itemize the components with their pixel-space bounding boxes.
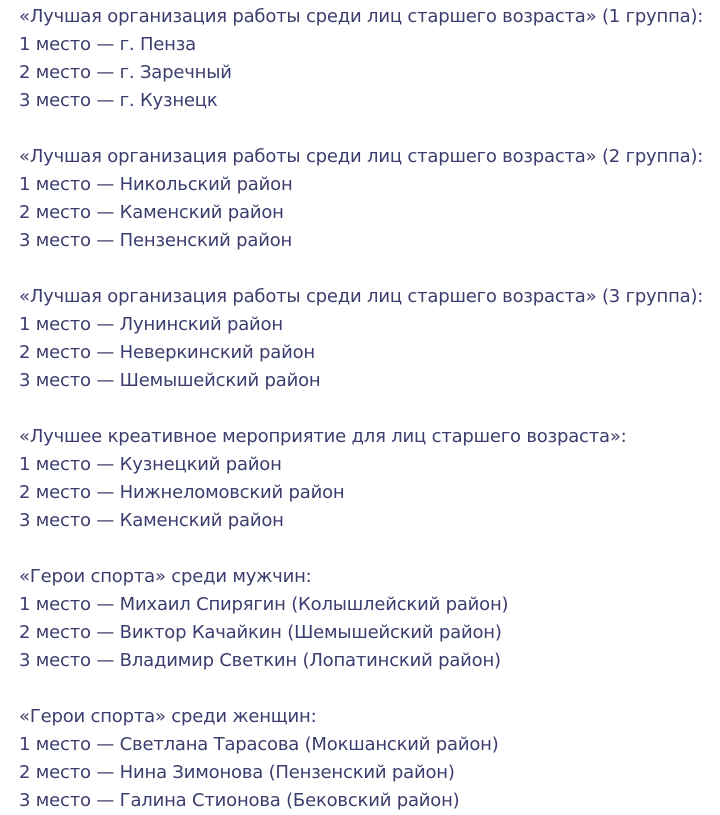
section-heading: «Лучшая организация работы среди лиц старшего возраста» (1 группа): bbox=[19, 6, 704, 27]
place-1: 1 место — г. Пенза bbox=[19, 34, 196, 55]
place-1: 1 место — Кузнецкий район bbox=[19, 454, 282, 475]
place-2: 2 место — Каменский район bbox=[19, 202, 284, 223]
section-heading: «Герои спорта» среди мужчин: bbox=[19, 566, 312, 587]
section-heading: «Лучшее креативное мероприятие для лиц старшего возраста»: bbox=[19, 426, 627, 447]
section-sport-heroes-women bbox=[19, 703, 720, 815]
place-2: 2 место — Нина Зимонова (Пензенский район) bbox=[19, 762, 455, 783]
place-3: 3 место — Пензенский район bbox=[19, 230, 293, 251]
place-3: 3 место — Галина Стионова (Бековский район) bbox=[19, 790, 460, 811]
place-1: 1 место — Светлана Тарасова (Мокшанский район) bbox=[19, 734, 499, 755]
section-heading: «Лучшая организация работы среди лиц старшего возраста» (2 группа): bbox=[19, 146, 704, 167]
section-best-organization-group-1 bbox=[19, 3, 720, 115]
place-2: 2 место — Неверкинский район bbox=[19, 342, 315, 363]
place-1: 1 место — Лунинский район bbox=[19, 314, 283, 335]
section-heading: «Герои спорта» среди женщин: bbox=[19, 706, 317, 727]
place-1: 1 место — Михаил Спирягин (Колышлейский район) bbox=[19, 594, 509, 615]
place-2: 2 место — г. Заречный bbox=[19, 62, 232, 83]
place-1: 1 место — Никольский район bbox=[19, 174, 293, 195]
section-best-creative-event bbox=[19, 423, 720, 535]
section-best-organization-group-2 bbox=[19, 143, 720, 255]
place-2: 2 место — Виктор Качайкин (Шемышейский район) bbox=[19, 622, 502, 643]
section-heading: «Лучшая организация работы среди лиц старшего возраста» (3 группа): bbox=[19, 286, 704, 307]
place-3: 3 место — г. Кузнецк bbox=[19, 90, 218, 111]
place-3: 3 место — Каменский район bbox=[19, 510, 284, 531]
place-2: 2 место — Нижнеломовский район bbox=[19, 482, 345, 503]
place-3: 3 место — Шемышейский район bbox=[19, 370, 321, 391]
place-3: 3 место — Владимир Светкин (Лопатинский район) bbox=[19, 650, 501, 671]
section-sport-heroes-men bbox=[19, 563, 720, 675]
section-best-organization-group-3 bbox=[19, 283, 720, 395]
